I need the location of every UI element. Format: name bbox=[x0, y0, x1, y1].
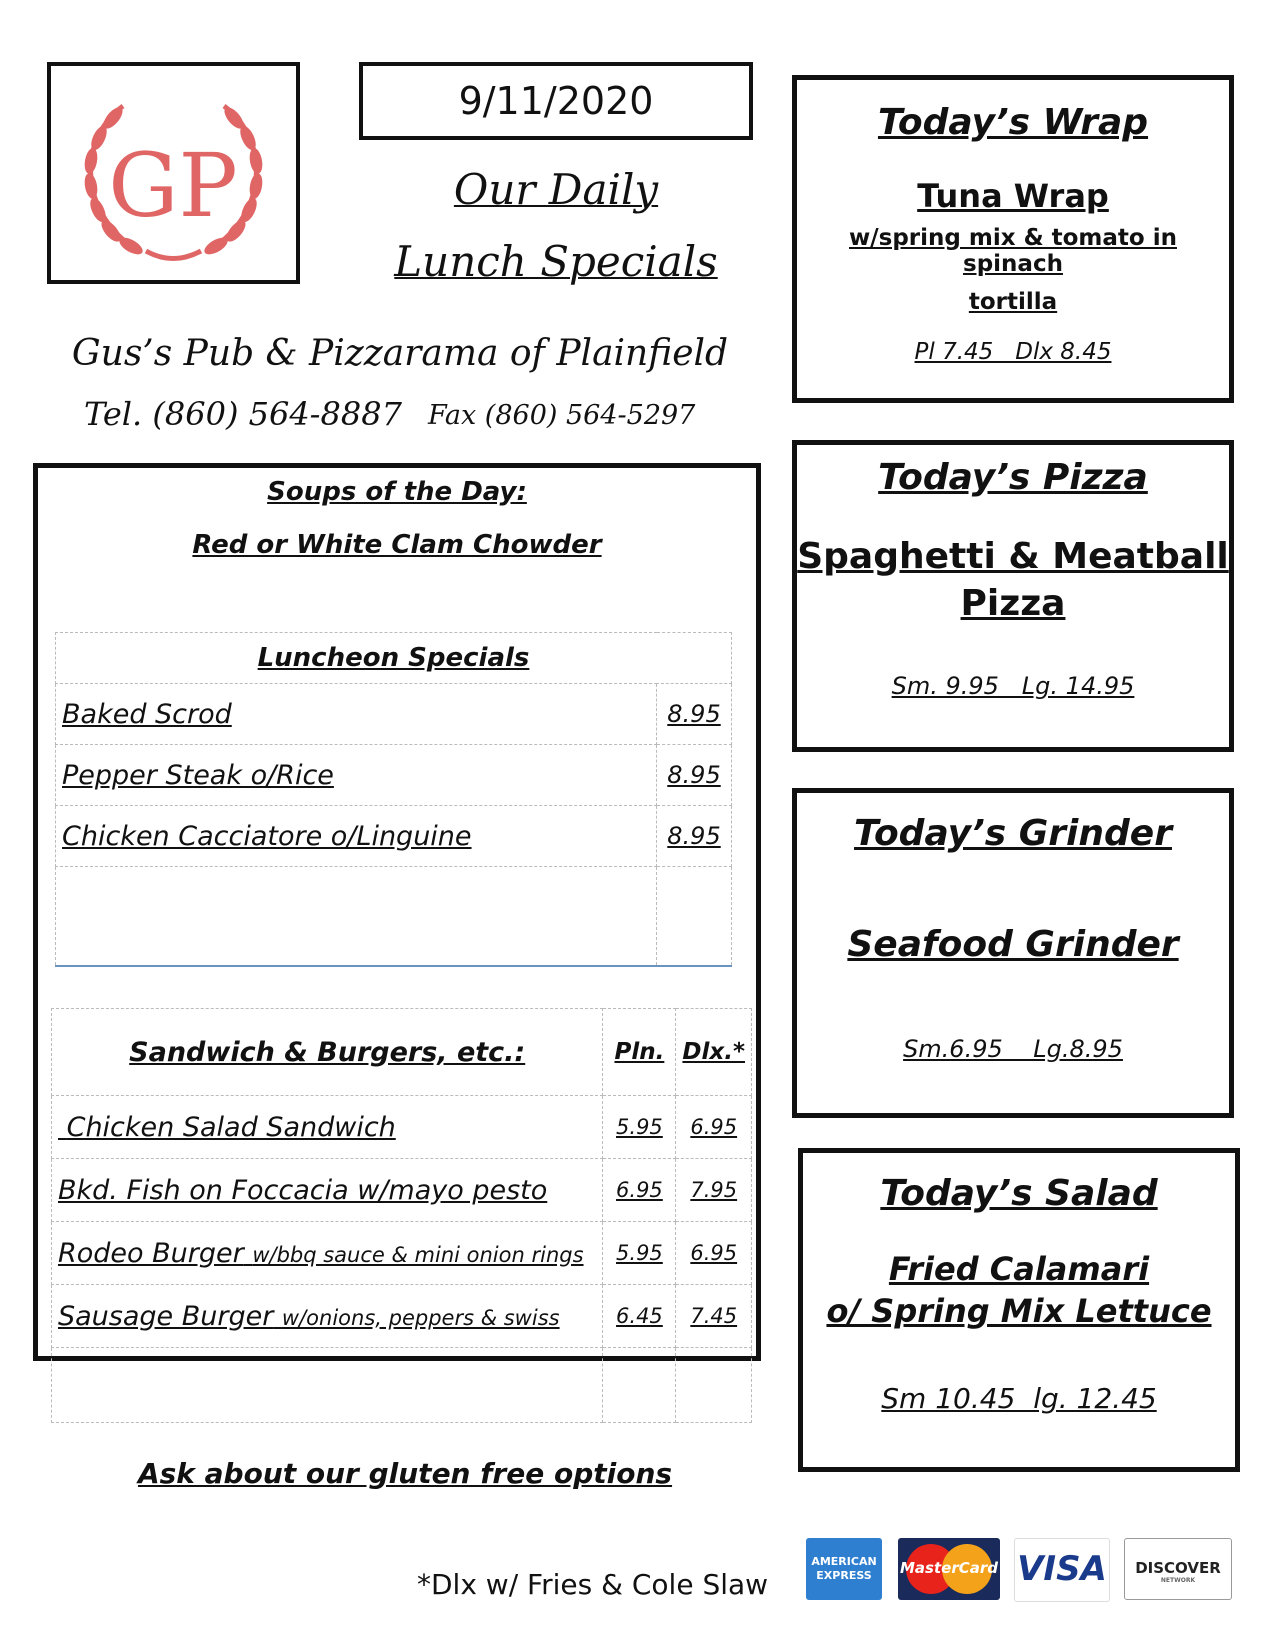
pizza-price: Sm. 9.95 Lg. 14.95 bbox=[891, 672, 1135, 700]
price-deluxe: 6.95 bbox=[676, 1222, 752, 1285]
grinder-box bbox=[792, 788, 1234, 1118]
telephone: Tel. (860) 564-8887 bbox=[84, 395, 402, 433]
date-box bbox=[359, 62, 753, 140]
table-row bbox=[52, 1159, 752, 1222]
wrap-price: Pl 7.45 Dlx 8.45 bbox=[914, 339, 1112, 365]
date: 9/11/2020 bbox=[458, 79, 654, 123]
amex-line-1: AMERICAN bbox=[811, 1555, 877, 1568]
item-price: 8.95 bbox=[657, 806, 732, 867]
grinder-price: Sm.6.95 Lg.8.95 bbox=[903, 1035, 1123, 1063]
price-deluxe: 7.95 bbox=[676, 1159, 752, 1222]
fax: Fax (860) 564-5297 bbox=[428, 400, 696, 431]
luncheon-table bbox=[55, 632, 732, 967]
sandwich-table bbox=[51, 1008, 752, 1423]
wrap-heading: Today’s Wrap bbox=[877, 102, 1149, 143]
table-row bbox=[56, 806, 732, 867]
sandwich-heading: Sandwich & Burgers, etc.: bbox=[52, 1009, 603, 1096]
salad-price: Sm 10.45 lg. 12.45 bbox=[881, 1382, 1157, 1415]
restaurant-name: Gus’s Pub & Pizzarama of Plainfield bbox=[71, 333, 729, 374]
table-row-empty bbox=[52, 1348, 752, 1423]
discover-text: DISCOVER bbox=[1135, 1559, 1221, 1577]
salad-heading: Today’s Salad bbox=[880, 1173, 1158, 1214]
item-name: Chicken Cacciatore o/Linguine bbox=[56, 806, 657, 867]
item-price: 8.95 bbox=[657, 745, 732, 806]
laurel-wreath-icon bbox=[51, 66, 296, 280]
gluten-free-note: Ask about our gluten free options bbox=[137, 1457, 673, 1490]
item-name: Pepper Steak o/Rice bbox=[56, 745, 657, 806]
price-plain: 5.95 bbox=[603, 1222, 676, 1285]
wrap-desc-line-1: w/spring mix & tomato in spinach bbox=[849, 225, 1177, 277]
discover-logo bbox=[1124, 1538, 1232, 1600]
item-name: Baked Scrod bbox=[56, 684, 657, 745]
salad-box bbox=[798, 1148, 1240, 1472]
mastercard-text: MasterCard bbox=[900, 1559, 998, 1577]
table-row bbox=[52, 1285, 752, 1348]
logo-letters: GP bbox=[108, 134, 238, 237]
item-detail: w/bbq sauce & mini onion rings bbox=[252, 1242, 584, 1267]
price-deluxe: 7.45 bbox=[676, 1285, 752, 1348]
soups-heading: Soups of the Day: bbox=[267, 477, 527, 507]
table-row bbox=[56, 684, 732, 745]
wrap-desc-line-2: tortilla bbox=[968, 289, 1058, 315]
title-line-1: Our Daily bbox=[453, 165, 659, 214]
pizza-box bbox=[792, 440, 1234, 752]
price-deluxe: 6.95 bbox=[676, 1096, 752, 1159]
item-detail: w/onions, peppers & swiss bbox=[281, 1305, 560, 1330]
luncheon-heading: Luncheon Specials bbox=[56, 633, 732, 684]
price-plain: 5.95 bbox=[603, 1096, 676, 1159]
deluxe-note: *Dlx w/ Fries & Cole Slaw bbox=[417, 1568, 769, 1601]
logo-box bbox=[47, 62, 300, 284]
grinder-heading: Today’s Grinder bbox=[854, 813, 1172, 854]
wrap-box bbox=[792, 75, 1234, 403]
item-name: Bkd. Fish on Foccacia w/mayo pesto bbox=[52, 1159, 603, 1222]
item-name: Rodeo Burger bbox=[58, 1237, 244, 1269]
item-name: Sausage Burger bbox=[58, 1300, 274, 1332]
salad-name-line-1: Fried Calamari bbox=[888, 1250, 1150, 1288]
pizza-name-line-2: Pizza bbox=[960, 583, 1066, 624]
amex-line-2: EXPRESS bbox=[816, 1569, 872, 1582]
pizza-name-line-1: Spaghetti & Meatball bbox=[797, 536, 1229, 577]
mastercard-logo bbox=[898, 1538, 1000, 1600]
table-row bbox=[52, 1222, 752, 1285]
grinder-name: Seafood Grinder bbox=[847, 924, 1179, 965]
pizza-heading: Today’s Pizza bbox=[878, 457, 1148, 498]
payment-cards bbox=[806, 1538, 1246, 1606]
amex-logo bbox=[806, 1538, 882, 1600]
visa-text: VISA bbox=[1017, 1549, 1107, 1589]
price-plain: 6.45 bbox=[603, 1285, 676, 1348]
table-row-empty bbox=[56, 867, 732, 967]
title-line-2: Lunch Specials bbox=[394, 237, 718, 286]
col-plain: Pln. bbox=[603, 1009, 676, 1096]
soups-value: Red or White Clam Chowder bbox=[192, 530, 602, 560]
wrap-name: Tuna Wrap bbox=[917, 177, 1109, 215]
col-deluxe: Dlx.* bbox=[676, 1009, 752, 1096]
discover-sub: NETWORK bbox=[1160, 1577, 1196, 1584]
visa-logo bbox=[1014, 1538, 1110, 1602]
table-row bbox=[52, 1096, 752, 1159]
salad-name-line-2: o/ Spring Mix Lettuce bbox=[826, 1292, 1212, 1330]
item-name: Chicken Salad Sandwich bbox=[66, 1111, 396, 1143]
table-row bbox=[56, 745, 732, 806]
price-plain: 6.95 bbox=[603, 1159, 676, 1222]
item-price: 8.95 bbox=[657, 684, 732, 745]
